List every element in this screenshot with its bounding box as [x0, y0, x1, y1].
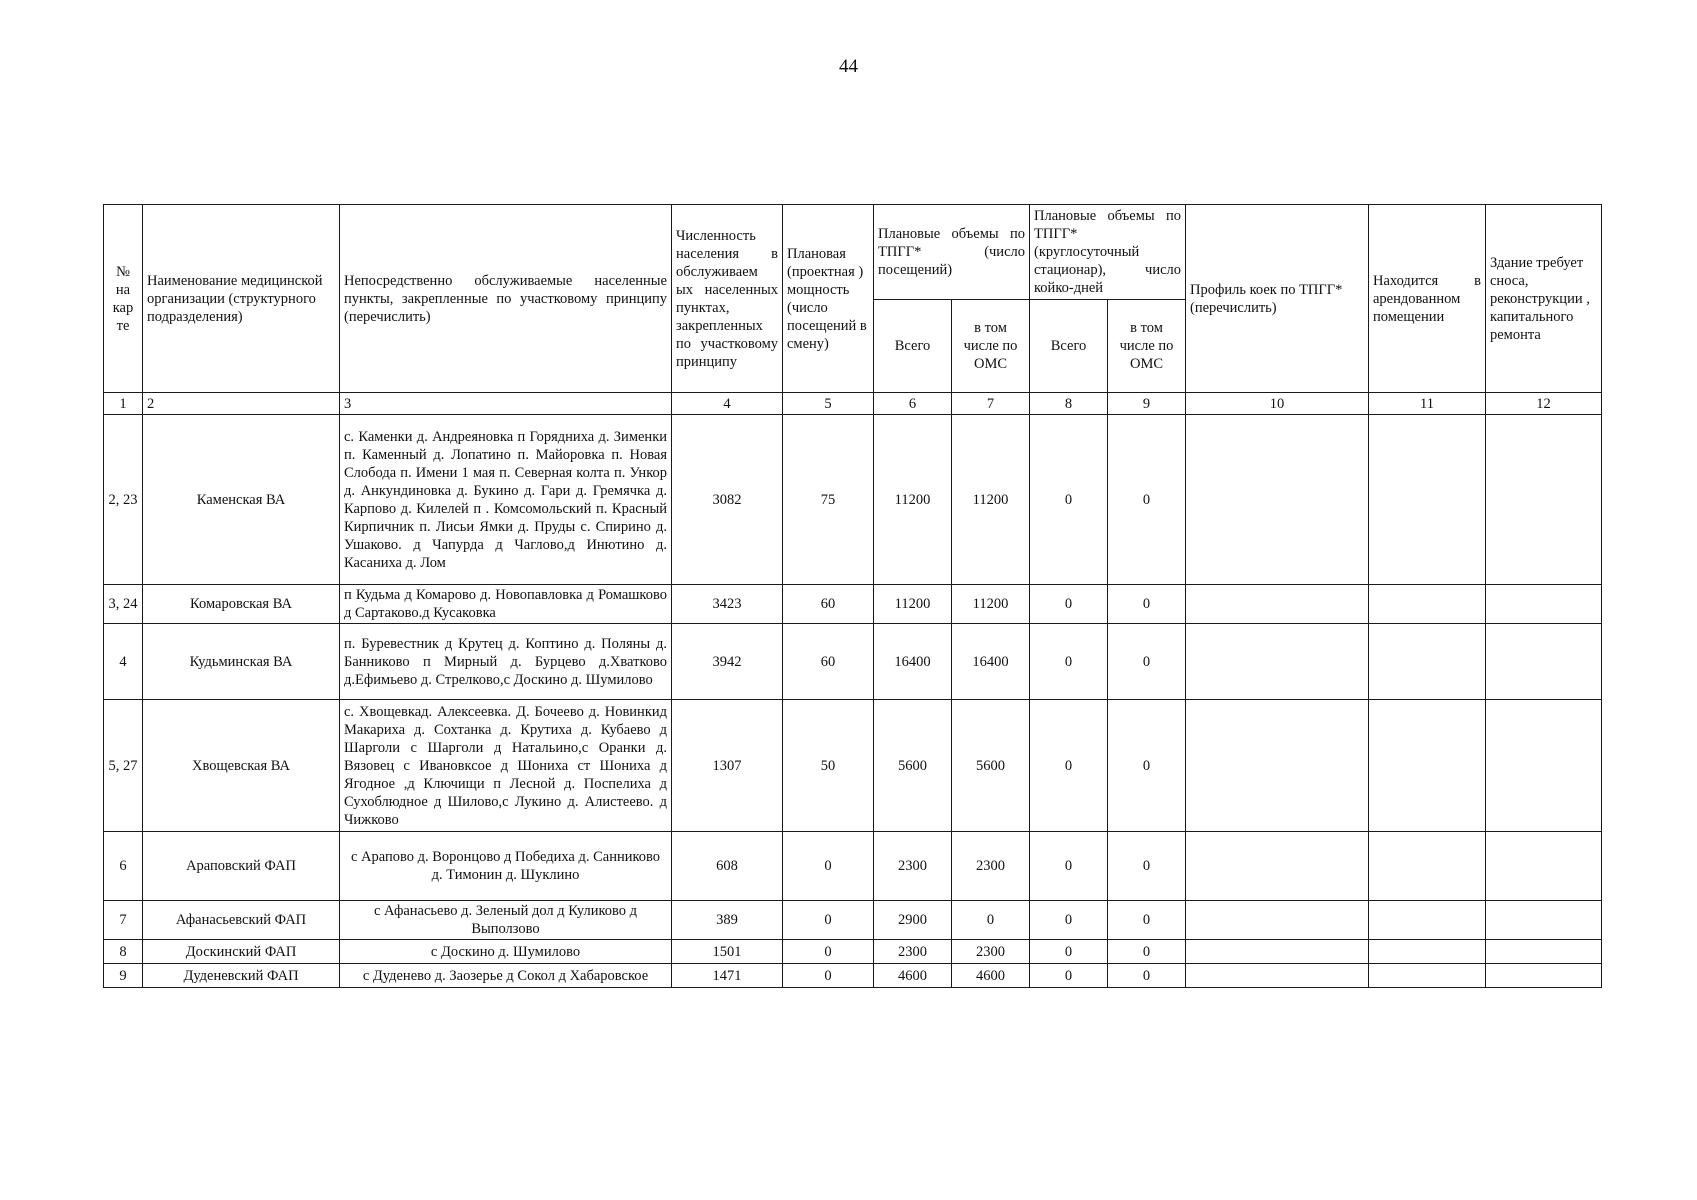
visits-oms: 2300	[952, 940, 1030, 964]
table-row	[104, 940, 1602, 964]
subheader-visits-total: Всего	[874, 300, 952, 393]
rented-premises	[1369, 585, 1486, 624]
row-number: 8	[104, 940, 143, 964]
column-number: 4	[672, 393, 783, 415]
header-col4: Численность населения в обслуживаем ых населенных пунктах, закрепленных по участковому принципу	[672, 205, 783, 393]
building-repair	[1486, 964, 1602, 988]
capacity: 60	[783, 624, 874, 700]
header-col6-7: Плановые объемы по ТПГГ* (число посещений)	[874, 205, 1030, 300]
rented-premises	[1369, 415, 1486, 585]
column-number-row	[104, 393, 1602, 415]
header-col11: Находится в арендованном помещении	[1369, 205, 1486, 393]
beds-oms: 0	[1108, 415, 1186, 585]
subheader-visits-oms: в том числе по ОМС	[952, 300, 1030, 393]
table-row	[104, 901, 1602, 940]
building-repair	[1486, 901, 1602, 940]
beds-total: 0	[1030, 901, 1108, 940]
localities: п Кудьма д Комарово д. Новопавловка д Ромашково д Сартаково.д Кусаковка	[340, 585, 672, 624]
population: 3942	[672, 624, 783, 700]
bed-profile	[1186, 585, 1369, 624]
building-repair	[1486, 832, 1602, 901]
population: 1307	[672, 700, 783, 832]
localities: с Арапово д. Воронцово д Победиха д. Санниково д. Тимонин д. Шуклино	[340, 832, 672, 901]
table-row	[104, 624, 1602, 700]
localities: с Афанасьево д. Зеленый дол д Куликово д Выползово	[340, 901, 672, 940]
header-col3: Непосредственно обслуживаемые населенные пункты, закрепленные по участковому принципу (перечислить)	[340, 205, 672, 393]
table-row	[104, 585, 1602, 624]
localities: с. Хвощевкад. Алексеевка. Д. Бочеево д. Новинкид Макариха д. Сохтанка д. Крутиха д. Кубаево д Шарголи с Шарголи д Натальино,с Оранки д. Вязовец с Ивановксое д Шониха ст Шониха д Ягодное ,д Ключищи п Лесной д. Поспелиха д Сухоблюдное д Шилово,с Лукино д. Алистеево. д Чижково	[340, 700, 672, 832]
beds-oms: 0	[1108, 585, 1186, 624]
visits-oms: 16400	[952, 624, 1030, 700]
beds-total: 0	[1030, 700, 1108, 832]
visits-total: 2300	[874, 832, 952, 901]
building-repair	[1486, 415, 1602, 585]
population: 608	[672, 832, 783, 901]
beds-oms: 0	[1108, 940, 1186, 964]
visits-total: 2300	[874, 940, 952, 964]
table-row	[104, 415, 1602, 585]
capacity: 0	[783, 901, 874, 940]
building-repair	[1486, 700, 1602, 832]
rented-premises	[1369, 700, 1486, 832]
visits-total: 16400	[874, 624, 952, 700]
localities: с Дуденево д. Заозерье д Сокол д Хабаровское	[340, 964, 672, 988]
beds-total: 0	[1030, 964, 1108, 988]
subheader-beds-oms: в том числе по ОМС	[1108, 300, 1186, 393]
organization-name: Доскинский ФАП	[143, 940, 340, 964]
row-number: 3, 24	[104, 585, 143, 624]
beds-oms: 0	[1108, 832, 1186, 901]
column-number: 6	[874, 393, 952, 415]
table-row	[104, 832, 1602, 901]
header-col1: № на кар те	[104, 205, 143, 393]
header-row	[104, 205, 1602, 300]
column-number: 11	[1369, 393, 1486, 415]
bed-profile	[1186, 700, 1369, 832]
bed-profile	[1186, 964, 1369, 988]
beds-total: 0	[1030, 585, 1108, 624]
population: 3423	[672, 585, 783, 624]
row-number: 5, 27	[104, 700, 143, 832]
visits-oms: 11200	[952, 585, 1030, 624]
row-number: 4	[104, 624, 143, 700]
beds-total: 0	[1030, 624, 1108, 700]
bed-profile	[1186, 624, 1369, 700]
column-number: 9	[1108, 393, 1186, 415]
capacity: 0	[783, 832, 874, 901]
beds-oms: 0	[1108, 700, 1186, 832]
column-number: 3	[340, 393, 672, 415]
capacity: 50	[783, 700, 874, 832]
building-repair	[1486, 940, 1602, 964]
column-number: 2	[143, 393, 340, 415]
localities: п. Буревестник д Крутец д. Коптино д. Поляны д. Банниково п Мирный д. Бурцево д.Хватково д.Ефимьево д. Стрелково,с Доскино д. Шумилово	[340, 624, 672, 700]
beds-oms: 0	[1108, 624, 1186, 700]
rented-premises	[1369, 901, 1486, 940]
beds-oms: 0	[1108, 964, 1186, 988]
row-number: 9	[104, 964, 143, 988]
population: 1501	[672, 940, 783, 964]
bed-profile	[1186, 940, 1369, 964]
table-row	[104, 700, 1602, 832]
visits-total: 2900	[874, 901, 952, 940]
bed-profile	[1186, 415, 1369, 585]
building-repair	[1486, 624, 1602, 700]
visits-total: 11200	[874, 585, 952, 624]
organization-name: Каменская ВА	[143, 415, 340, 585]
visits-oms: 11200	[952, 415, 1030, 585]
column-number: 7	[952, 393, 1030, 415]
capacity: 0	[783, 964, 874, 988]
visits-total: 4600	[874, 964, 952, 988]
visits-total: 11200	[874, 415, 952, 585]
row-number: 2, 23	[104, 415, 143, 585]
header-col8-9: Плановые объемы по ТПГГ* (круглосуточный стационар), число койко-дней	[1030, 205, 1186, 300]
header-col10: Профиль коек по ТПГГ* (перечислить)	[1186, 205, 1369, 393]
capacity: 75	[783, 415, 874, 585]
rented-premises	[1369, 624, 1486, 700]
rented-premises	[1369, 964, 1486, 988]
column-number: 8	[1030, 393, 1108, 415]
organization-name: Афанасьевский ФАП	[143, 901, 340, 940]
visits-total: 5600	[874, 700, 952, 832]
building-repair	[1486, 585, 1602, 624]
beds-total: 0	[1030, 832, 1108, 901]
population: 3082	[672, 415, 783, 585]
organization-name: Комаровская ВА	[143, 585, 340, 624]
column-number: 12	[1486, 393, 1602, 415]
column-number: 1	[104, 393, 143, 415]
population: 1471	[672, 964, 783, 988]
organization-name: Хвощевская ВА	[143, 700, 340, 832]
page-number: 44	[839, 56, 858, 77]
population: 389	[672, 901, 783, 940]
bed-profile	[1186, 901, 1369, 940]
rented-premises	[1369, 832, 1486, 901]
beds-oms: 0	[1108, 901, 1186, 940]
medical-organizations-table	[103, 204, 1602, 988]
visits-oms: 2300	[952, 832, 1030, 901]
localities: с Доскино д. Шумилово	[340, 940, 672, 964]
localities: с. Каменки д. Андреяновка п Горядниха д. Зименки п. Каменный д. Лопатино п. Майоровка п. Новая Слобода п. Имени 1 мая п. Северная колта п. Ункор д. Анкундиновка д. Букино д. Гари д. Гремячка д. Карпово д. Килелей п . Комсомольский п. Красный Кирпичник п. Лисьи Ямки д. Пруды с. Спирино д. Ушаково. д Чапурда д Чаглово,д Инютино д. Касаниха д. Лом	[340, 415, 672, 585]
header-col5: Плановая (проектная ) мощность (число посещений в смену)	[783, 205, 874, 393]
organization-name: Араповский ФАП	[143, 832, 340, 901]
bed-profile	[1186, 832, 1369, 901]
beds-total: 0	[1030, 940, 1108, 964]
column-number: 5	[783, 393, 874, 415]
column-number: 10	[1186, 393, 1369, 415]
table-row	[104, 964, 1602, 988]
row-number: 7	[104, 901, 143, 940]
organization-name: Дуденевский ФАП	[143, 964, 340, 988]
subheader-beds-total: Всего	[1030, 300, 1108, 393]
visits-oms: 0	[952, 901, 1030, 940]
capacity: 60	[783, 585, 874, 624]
header-col12: Здание требует сноса, реконструкции , капитального ремонта	[1486, 205, 1602, 393]
row-number: 6	[104, 832, 143, 901]
visits-oms: 4600	[952, 964, 1030, 988]
header-col2: Наименование медицинской организации (структурного подразделения)	[143, 205, 340, 393]
beds-total: 0	[1030, 415, 1108, 585]
visits-oms: 5600	[952, 700, 1030, 832]
organization-name: Кудьминская ВА	[143, 624, 340, 700]
rented-premises	[1369, 940, 1486, 964]
capacity: 0	[783, 940, 874, 964]
